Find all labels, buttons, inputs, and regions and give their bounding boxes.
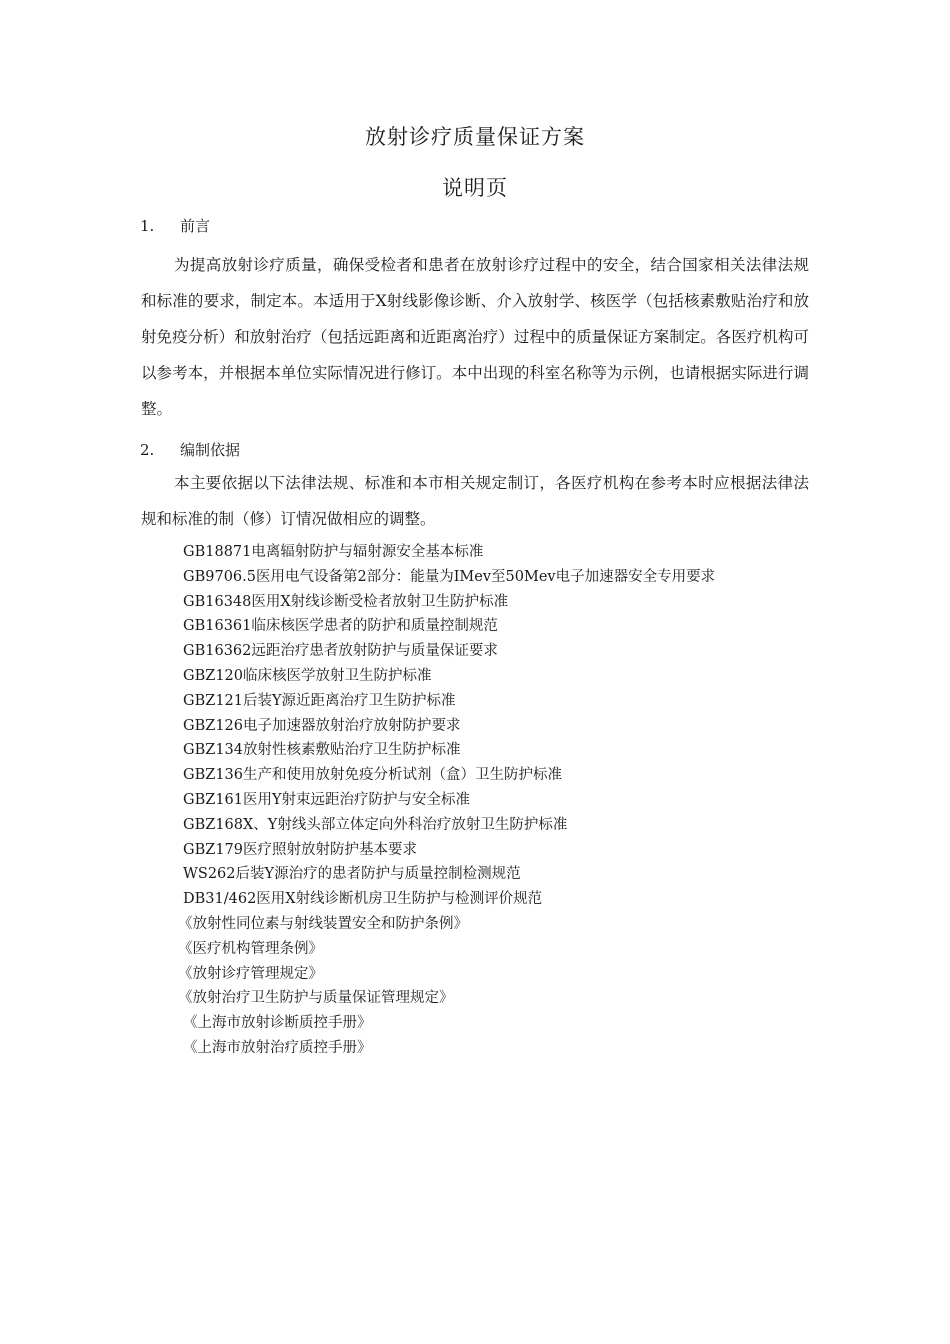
reference-item: GBZ161医用Y射束远距治疗防护与安全标准 xyxy=(183,791,471,808)
section-title: 前言 xyxy=(180,217,211,235)
reference-item: GBZ168X、Y射线头部立体定向外科治疗放射卫生防护标准 xyxy=(183,816,568,833)
reference-item: 《上海市放射诊断质控手册》 xyxy=(183,1015,372,1032)
foreword-paragraph: 为提高放射诊疗质量，确保受检者和患者在放射诊疗过程中的安全，结合国家相关法律法规和标准的要求，制定本。本适用于X射线影像诊断、介入放射学、核医学（包括核素敷贴治疗和放射免疫分析）和放射治疗（包括远距离和近距离治疗）过程中的质量保证方案制定。各医疗机构可以参考本，并根据本单位实际情况进行修订。本中出现的科室名称等为示例，也请根据实际进行调整。 xyxy=(141,256,809,418)
reference-item: 《放射治疗卫生防护与质量保证管理规定》 xyxy=(178,990,454,1007)
basis-paragraph: 本主要依据以下法律法规、标准和本市相关规定制订，各医疗机构在参考本时应根据法律法规和标准的制（修）订情况做相应的调整。 xyxy=(141,474,809,528)
reference-item: WS262后装Y源治疗的患者防护与质量控制检测规范 xyxy=(183,866,521,883)
document-subtitle: 说明页 xyxy=(442,176,508,200)
reference-item: 《放射性同位素与射线装置安全和防护条例》 xyxy=(178,915,468,932)
reference-item: 《上海市放射治疗质控手册》 xyxy=(183,1039,372,1056)
section-number: 2. xyxy=(140,441,155,459)
reference-item: GBZ179医疗照射放射防护基本要求 xyxy=(183,841,417,858)
reference-item: GB16362远距治疗患者放射防护与质量保证要求 xyxy=(183,643,498,660)
section-heading-foreword xyxy=(140,214,210,238)
reference-item: GB9706.5医用电气设备第2部分：能量为IMev至50Mev电子加速器安全专用要求 xyxy=(183,568,716,585)
reference-item: GBZ134放射性核素敷贴治疗卫生防护标准 xyxy=(183,742,461,759)
section-number: 1. xyxy=(140,217,155,235)
reference-item: GB16348医用X射线诊断受检者放射卫生防护标准 xyxy=(183,593,509,610)
reference-list xyxy=(178,540,715,1061)
section-heading-basis xyxy=(140,438,240,462)
reference-item: GBZ121后装Y源近距离治疗卫生防护标准 xyxy=(183,692,456,709)
section-title: 编制依据 xyxy=(180,441,241,459)
reference-item: GBZ120临床核医学放射卫生防护标准 xyxy=(183,667,432,684)
reference-item: GB16361临床核医学患者的防护和质量控制规范 xyxy=(183,618,498,635)
reference-item: GBZ136生产和使用放射免疫分析试剂（盒）卫生防护标准 xyxy=(183,767,562,784)
reference-item: DB31/462医用X射线诊断机房卫生防护与检测评价规范 xyxy=(183,891,543,908)
reference-item: GBZ126电子加速器放射治疗放射防护要求 xyxy=(183,717,461,734)
reference-item: 《放射诊疗管理规定》 xyxy=(178,965,323,982)
document-title: 放射诊疗质量保证方案 xyxy=(365,125,585,149)
reference-item: GB18871电离辐射防护与辐射源安全基本标准 xyxy=(183,544,484,560)
reference-item: 《医疗机构管理条例》 xyxy=(178,940,323,957)
